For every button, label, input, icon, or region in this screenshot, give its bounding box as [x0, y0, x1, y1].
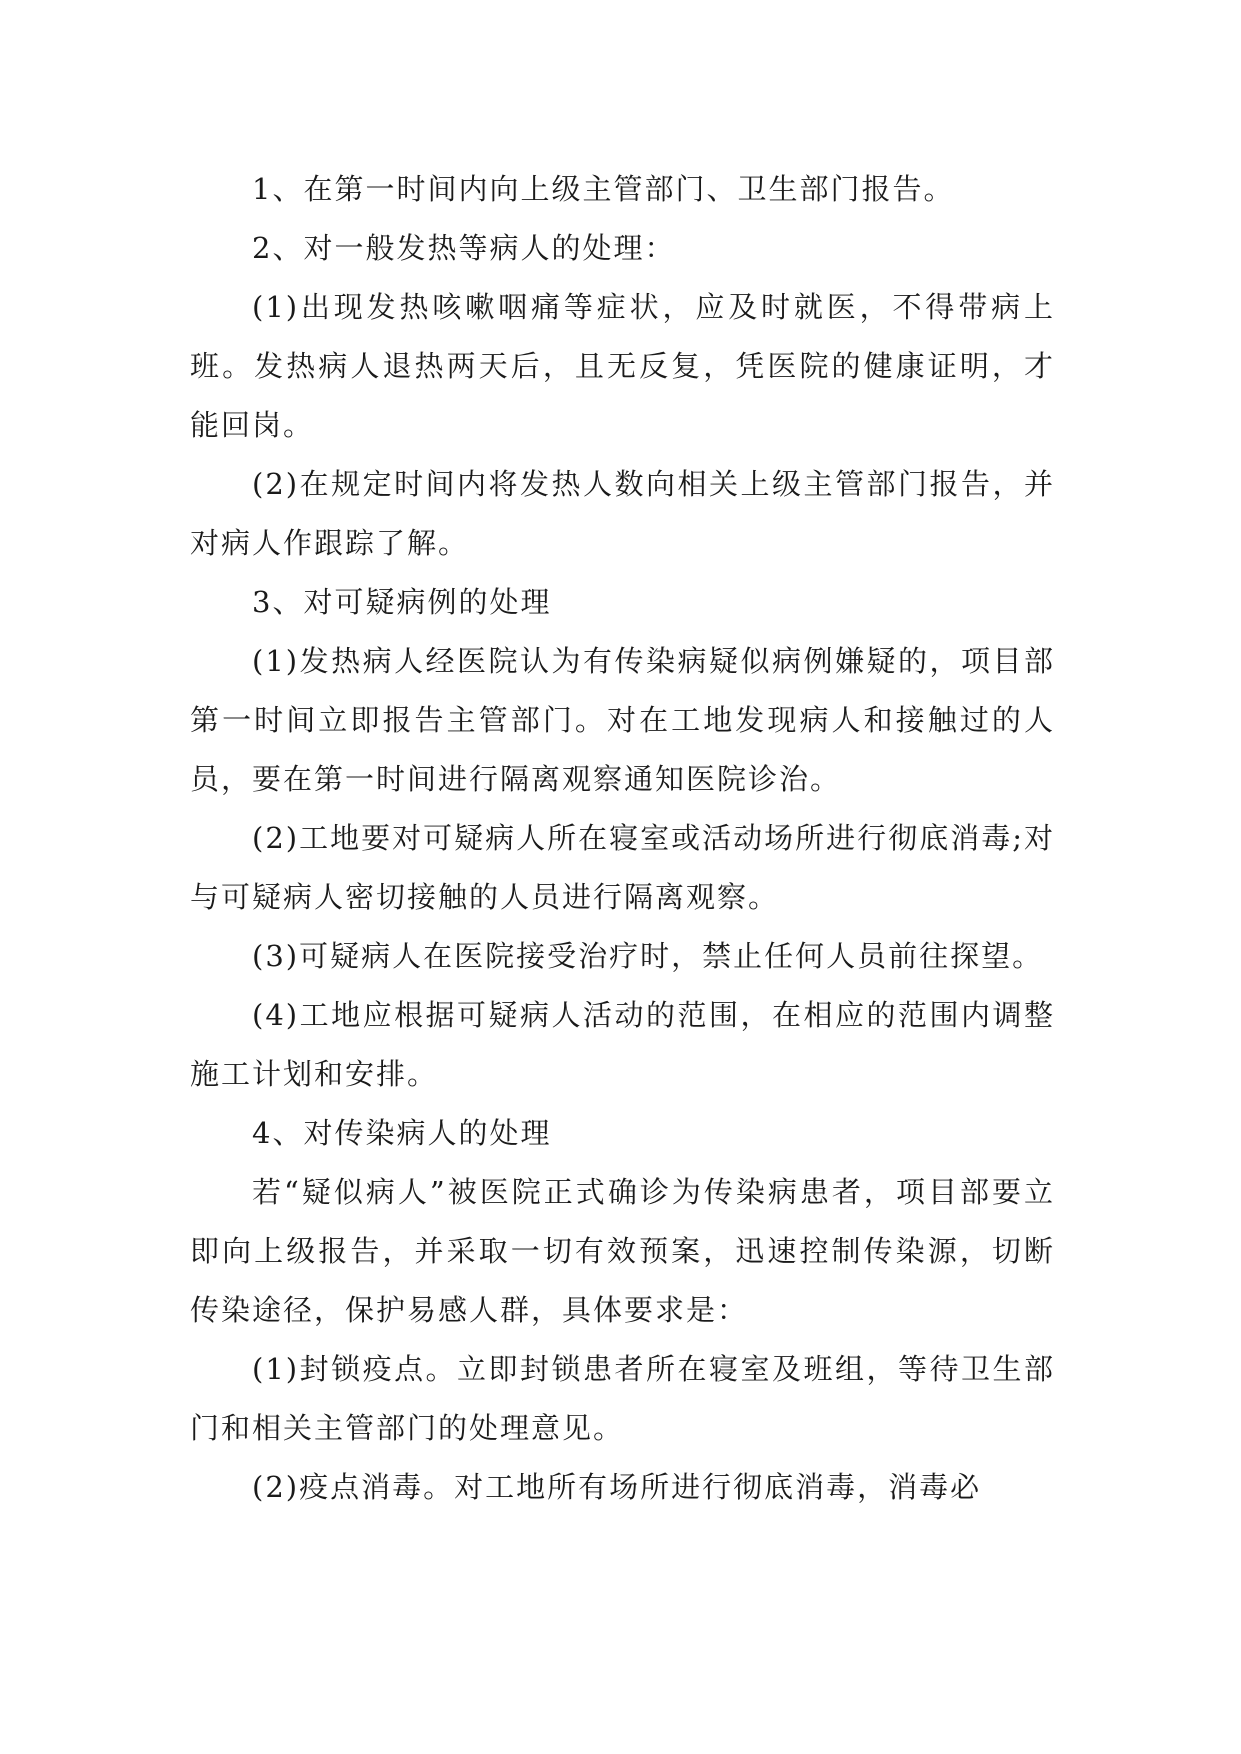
paragraph-suspected-item-3: (3)可疑病人在医院接受治疗时，禁止任何人员前往探望。 — [252, 939, 1044, 973]
paragraph-suspected-case-heading: 3、对可疑病例的处理 — [252, 585, 552, 619]
paragraph-report-first-time: 1、在第一时间内向上级主管部门、卫生部门报告。 — [252, 172, 955, 206]
paragraph-suspected-item-1: (1)发热病人经医院认为有传染病疑似病例嫌疑的，项目部第一时间立即报告主管部门。对在工地发现病人和接触过的人员，要在第一时间进行隔离观察通知医院诊治。 — [190, 644, 1055, 796]
paragraph-infectious-heading: 4、对传染病人的处理 — [252, 1116, 552, 1150]
paragraph-infectious-item-2: (2)疫点消毒。对工地所有场所进行彻底消毒，消毒必 — [252, 1470, 982, 1504]
paragraph-fever-handling-heading: 2、对一般发热等病人的处理： — [252, 231, 676, 265]
paragraph-fever-item-2: (2)在规定时间内将发热人数向相关上级主管部门报告，并对病人作跟踪了解。 — [190, 467, 1055, 560]
paragraph-infectious-intro: 若“疑似病人”被医院正式确诊为传染病患者，项目部要立即向上级报告，并采取一切有效预案，迅速控制传染源，切断传染途径，保护易感人群，具体要求是： — [190, 1175, 1055, 1327]
document-body — [190, 160, 1055, 1517]
paragraph-suspected-item-4: (4)工地应根据可疑病人活动的范围，在相应的范围内调整施工计划和安排。 — [190, 998, 1055, 1091]
paragraph-infectious-item-1: (1)封锁疫点。立即封锁患者所在寝室及班组，等待卫生部门和相关主管部门的处理意见。 — [190, 1352, 1055, 1445]
paragraph-fever-item-1: (1)出现发热咳嗽咽痛等症状，应及时就医，不得带病上班。发热病人退热两天后，且无反复，凭医院的健康证明，才能回岗。 — [190, 290, 1055, 442]
paragraph-suspected-item-2: (2)工地要对可疑病人所在寝室或活动场所进行彻底消毒;对与可疑病人密切接触的人员进行隔离观察。 — [190, 821, 1055, 914]
